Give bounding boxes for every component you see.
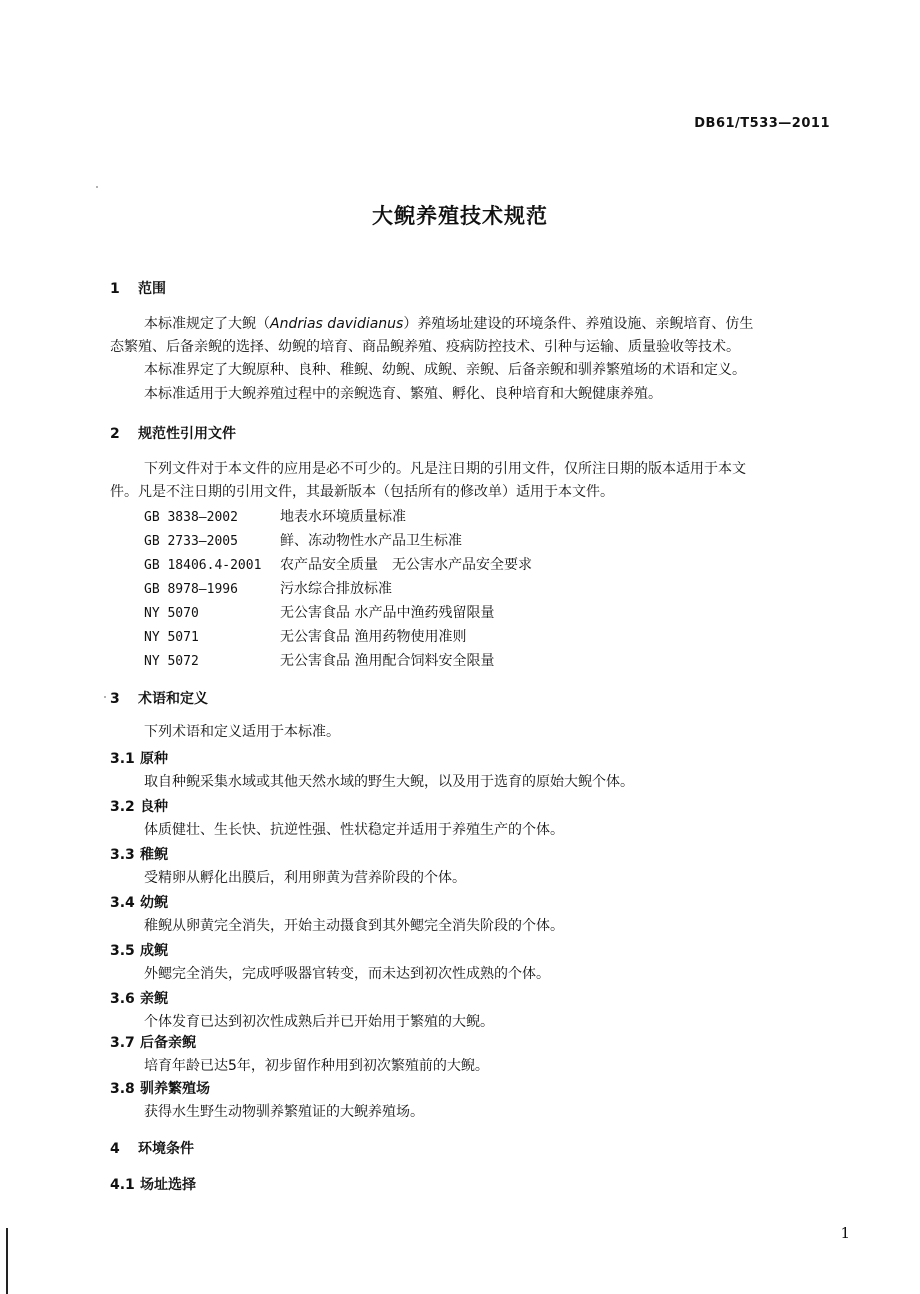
- reference-code: GB 2733—2005: [144, 534, 238, 549]
- reference-title: 污水综合排放标准: [280, 581, 392, 597]
- section-title: 术语和定义: [138, 691, 208, 707]
- reference-row: [144, 554, 532, 574]
- term-definition: 受精卵从孵化出膜后，利用卵黄为营养阶段的个体。: [144, 870, 466, 886]
- section-title: 范围: [138, 281, 166, 297]
- section-4-heading: [110, 1138, 194, 1158]
- term-heading: 3.7 后备亲鲵: [110, 1035, 196, 1051]
- reference-code: NY 5072: [144, 654, 199, 669]
- reference-row: [144, 626, 466, 646]
- scan-speck: [96, 186, 98, 188]
- section-number: 4: [110, 1141, 120, 1157]
- term-heading: 3.4 幼鲵: [110, 895, 168, 911]
- reference-code: GB 3838—2002: [144, 510, 238, 525]
- section-number: 3: [110, 691, 120, 707]
- s1-paragraph-2: 本标准界定了大鲵原种、良种、稚鲵、幼鲵、成鲵、亲鲵、后备亲鲵和驯养繁殖场的术语和定义。: [144, 362, 746, 378]
- s1-paragraph-3: 本标准适用于大鲵养殖过程中的亲鲵选育、繁殖、孵化、良种培育和大鲵健康养殖。: [144, 386, 662, 402]
- subsection-4-1-heading: 4.1 场址选择: [110, 1177, 196, 1193]
- reference-row: [144, 602, 494, 622]
- section-title: 规范性引用文件: [138, 426, 236, 442]
- term-heading: 3.6 亲鲵: [110, 991, 168, 1007]
- document-code: DB61/T533—2011: [694, 116, 830, 131]
- section-number: 1: [110, 281, 120, 297]
- s2-paragraph-line-2: 件。凡是不注日期的引用文件，其最新版本（包括所有的修改单）适用于本文件。: [110, 484, 614, 500]
- reference-row: [144, 506, 406, 526]
- reference-title: 无公害食品 水产品中渔药残留限量: [280, 605, 495, 621]
- term-definition: 稚鲵从卵黄完全消失，开始主动摄食到其外鳃完全消失阶段的个体。: [144, 918, 564, 934]
- section-1-heading: [110, 278, 166, 298]
- term-definition: 个体发育已达到初次性成熟后并已开始用于繁殖的大鲵。: [144, 1014, 494, 1030]
- term-heading: 3.8 驯养繁殖场: [110, 1081, 210, 1097]
- term-definition: 培育年龄已达5年，初步留作种用到初次繁殖前的大鲵。: [144, 1058, 489, 1074]
- term-heading: 3.2 良种: [110, 799, 168, 815]
- reference-title: 农产品安全质量 无公害水产品安全要求: [280, 557, 532, 573]
- reference-title: 地表水环境质量标准: [280, 509, 406, 525]
- s1-paragraph-1-line-1: 本标准规定了大鲵（Andrias davidianus）养殖场址建设的环境条件、养殖设施、亲鲵培育、仿生: [144, 316, 754, 332]
- section-2-heading: [110, 423, 236, 443]
- s3-intro: 下列术语和定义适用于本标准。: [144, 724, 340, 740]
- reference-title: 无公害食品 渔用药物使用准则: [280, 629, 467, 645]
- reference-row: [144, 650, 494, 670]
- document-title: 大鲵养殖技术规范: [372, 204, 548, 228]
- term-definition: 取自种鲵采集水域或其他天然水域的野生大鲵，以及用于选育的原始大鲵个体。: [144, 774, 634, 790]
- reference-code: GB 18406.4-2001: [144, 558, 262, 573]
- latin-name: Andrias davidianus: [270, 316, 404, 332]
- reference-code: GB 8978—1996: [144, 582, 238, 597]
- term-heading: 3.5 成鲵: [110, 943, 168, 959]
- section-number: 2: [110, 426, 120, 442]
- section-title: 环境条件: [138, 1141, 194, 1157]
- reference-title: 鲜、冻动物性水产品卫生标准: [280, 533, 462, 549]
- reference-row: [144, 530, 462, 550]
- term-definition: 外鳃完全消失，完成呼吸器官转变，而未达到初次性成熟的个体。: [144, 966, 550, 982]
- term-heading: 3.3 稚鲵: [110, 847, 168, 863]
- term-heading: 3.1 原种: [110, 751, 168, 767]
- section-3-heading: [110, 688, 208, 708]
- term-definition: 体质健壮、生长快、抗逆性强、性状稳定并适用于养殖生产的个体。: [144, 822, 564, 838]
- page-number: 1: [840, 1224, 850, 1242]
- scan-speck: [104, 696, 106, 698]
- scan-binding-edge: [6, 1228, 8, 1294]
- s2-paragraph-line-1: 下列文件对于本文件的应用是必不可少的。凡是注日期的引用文件，仅所注日期的版本适用于本文: [144, 461, 746, 477]
- reference-row: [144, 578, 392, 598]
- s1-paragraph-1-line-2: 态繁殖、后备亲鲵的选择、幼鲵的培育、商品鲵养殖、疫病防控技术、引种与运输、质量验收等技术。: [110, 339, 740, 355]
- reference-code: NY 5070: [144, 606, 199, 621]
- term-definition: 获得水生野生动物驯养繁殖证的大鲵养殖场。: [144, 1104, 424, 1120]
- reference-code: NY 5071: [144, 630, 199, 645]
- reference-title: 无公害食品 渔用配合饲料安全限量: [280, 653, 495, 669]
